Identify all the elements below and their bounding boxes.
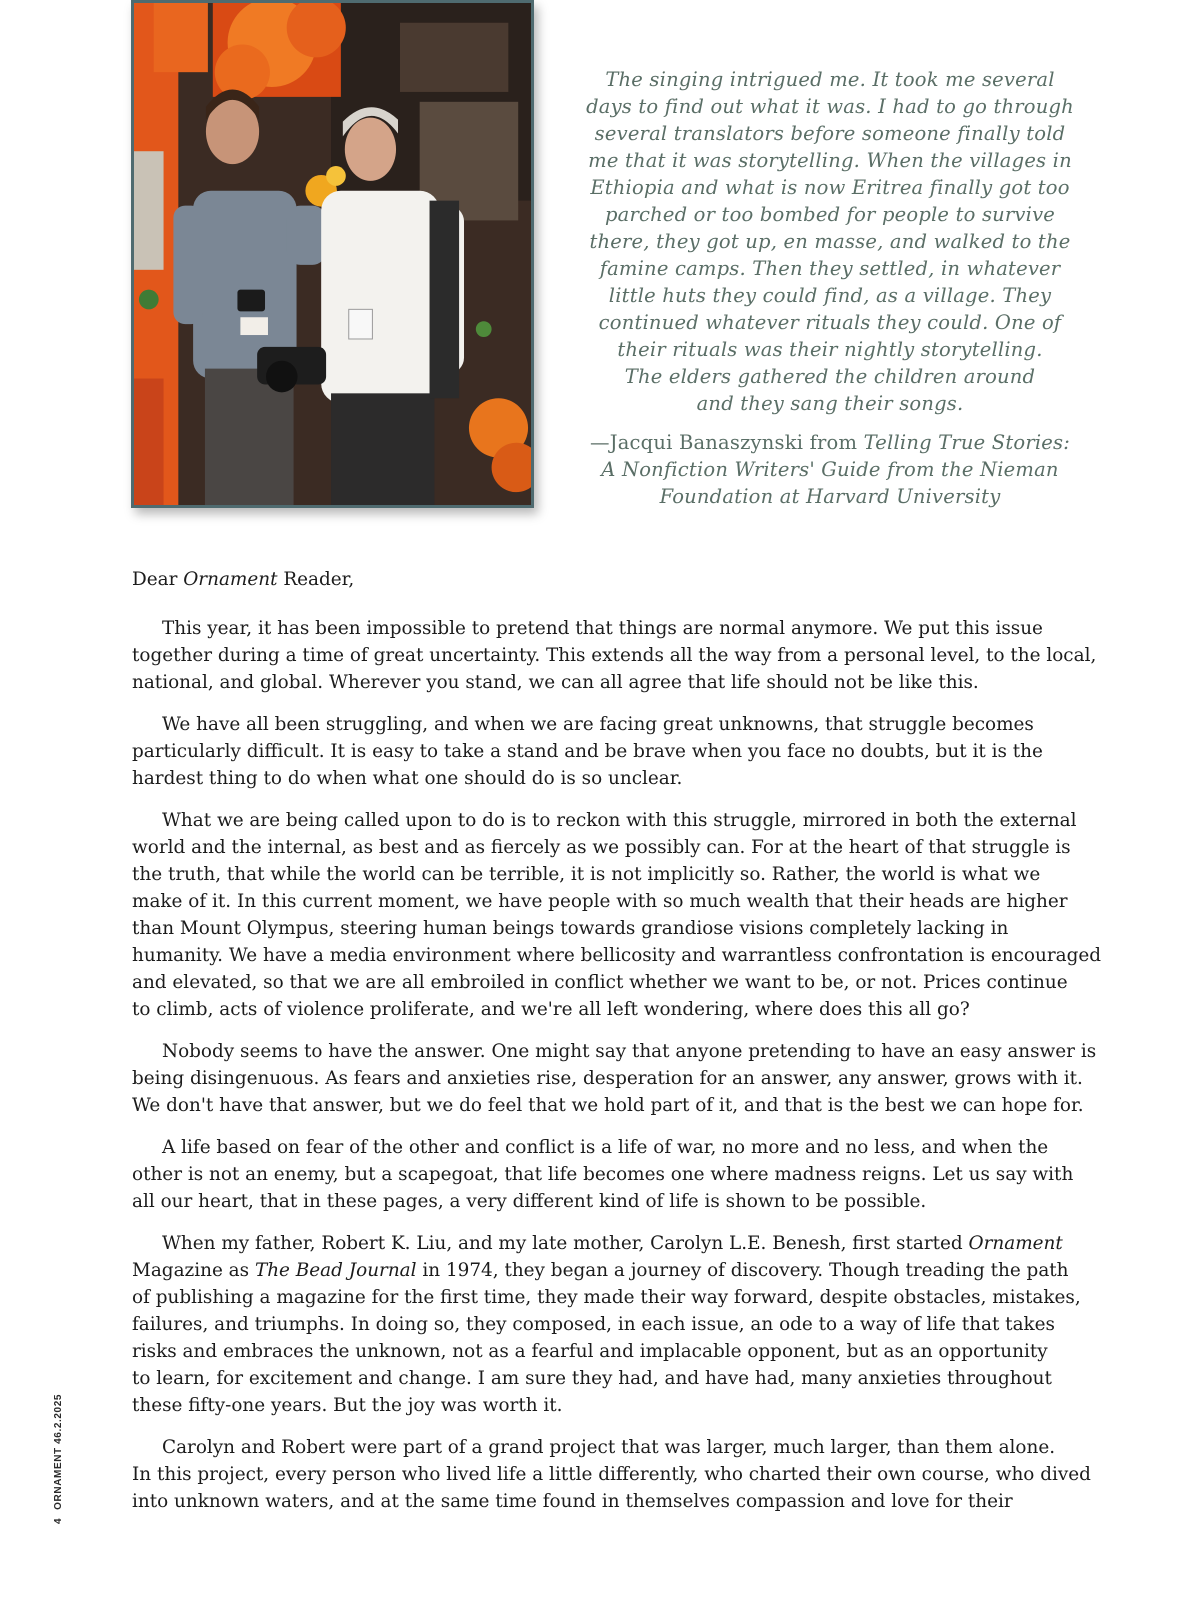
salutation (132, 566, 1078, 593)
paragraph-line: A life based on fear of the other and conflict is a life of war, no more and no less, and when the (162, 1137, 1049, 1158)
paragraph-line: than Mount Olympus, steering human beings towards grandiose visions completely lacking in (132, 918, 1009, 939)
quote-attribution (580, 429, 1080, 510)
quote-line: Ethiopia and what is now Eritrea finally got too (590, 176, 1070, 199)
attribution-book-title: Telling True Stories: (863, 431, 1070, 454)
letter-paragraph (132, 1038, 1097, 1119)
paragraph-line: failures, and triumphs. In doing so, they composed, in each issue, an ode to a way of life that takes (132, 1314, 1055, 1335)
paragraph-line: and elevated, so that we are all embroiled in conflict whether we want to be, or not. Prices continue (132, 972, 1068, 993)
page-number: 4 (53, 1517, 64, 1524)
paragraph-line: particularly difficult. It is easy to take a stand and be brave when you face no doubts, but it is the (132, 741, 1043, 762)
paragraph-line: risks and embraces the unknown, not as a fearful and implacable opponent, but as an opportunity (132, 1341, 1048, 1362)
quote-line: me that it was storytelling. When the villages in (588, 149, 1072, 172)
letter-paragraph (132, 1134, 1078, 1215)
paragraph-text: in 1974, they began a journey of discovery. Though treading the path (416, 1260, 1069, 1281)
paragraph-line: into unknown waters, and at the same time found in themselves compassion and love for their (132, 1491, 1013, 1512)
paragraph-line: We have all been struggling, and when we are facing great unknowns, that struggle becomes (162, 714, 1034, 735)
letter-paragraph (132, 615, 1097, 696)
paragraph-line: hardest thing to do when what one should do is so unclear. (132, 768, 683, 789)
quote-line: continued whatever rituals they could. One of (598, 311, 1062, 334)
paragraph-line: national, and global. Wherever you stand, we can all agree that life should not be like this. (132, 672, 979, 693)
paragraph-line: being disingenuous. As fears and anxieties rise, desperation for an answer, any answer, grows with it. (132, 1068, 1083, 1089)
publication-info: ORNAMENT 46.2.2025 (53, 1393, 64, 1510)
attribution-book-title-line: Foundation at Harvard University (659, 485, 1001, 508)
salutation-text: Reader, (277, 569, 355, 590)
paragraph-line: together during a time of great uncertainty. This extends all the way from a personal level, to the local, (132, 645, 1097, 666)
paragraph-line: the truth, that while the world can be terrible, it is not implicitly so. Rather, the world is what we (132, 864, 1041, 885)
feature-photo (131, 0, 534, 508)
editors-letter (132, 566, 1102, 1530)
quote-line: their rituals was their nightly storytelling. (617, 338, 1043, 361)
quote-text (580, 66, 1080, 417)
quote-line: parched or too bombed for people to survive (604, 203, 1056, 226)
paragraph-line: We don't have that answer, but we do feel that we hold part of it, and that is the best we can hope for. (132, 1095, 1084, 1116)
paragraph-line: humanity. We have a media environment where bellicosity and warrantless confrontation is encouraged (132, 945, 1102, 966)
paragraph-line: other is not an enemy, but a scapegoat, that life becomes one where madness reigns. Let us say with (132, 1164, 1074, 1185)
salutation-text: Dear (132, 569, 184, 590)
paragraph-line: all our heart, that in these pages, a very different kind of life is shown to be possible. (132, 1191, 927, 1212)
paragraph-line: This year, it has been impossible to pretend that things are normal anymore. We put this issue (162, 618, 1043, 639)
quote-line: there, they got up, en masse, and walked to the (589, 230, 1071, 253)
page-folio (53, 1394, 64, 1524)
quote-line: several translators before someone finally told (594, 122, 1066, 145)
paragraph-line: What we are being called upon to do is to reckon with this struggle, mirrored in both the external (162, 810, 1077, 831)
journal-name: The Bead Journal (254, 1260, 417, 1281)
quote-line: The singing intrigued me. It took me several (605, 68, 1055, 91)
paragraph-line: Carolyn and Robert were part of a grand project that was larger, much larger, than them alone. (162, 1437, 1056, 1458)
quote-line: famine camps. Then they settled, in whatever (599, 257, 1061, 280)
quote-line: days to find out what it was. I had to go through (586, 95, 1074, 118)
quote-line: little huts they could find, as a village. They (608, 284, 1052, 307)
letter-paragraph (132, 1230, 1081, 1419)
letter-paragraph (132, 807, 1102, 1023)
pull-quote (580, 66, 1080, 510)
quote-line: and they sang their songs. (696, 392, 964, 415)
paragraph-line: of publishing a magazine for the first time, they made their way forward, despite obstacles, mistakes, (132, 1287, 1081, 1308)
paragraph-line: In this project, every person who lived life a little differently, who charted their own course, who dived (132, 1464, 1091, 1485)
letter-paragraph (132, 1434, 1091, 1515)
paragraph-line: world and the internal, as best and as fiercely as we possibly can. For at the heart of that struggle is (132, 837, 1071, 858)
paragraph-line (132, 1230, 1078, 1257)
paragraph-line: to climb, acts of violence proliferate, and we're all left wondering, where does this all go? (132, 999, 970, 1020)
paragraph-line: these fifty-one years. But the joy was worth it. (132, 1395, 563, 1416)
paragraph-line: make of it. In this current moment, we have people with so much wealth that their heads are higher (132, 891, 1068, 912)
paragraph-line: Nobody seems to have the answer. One might say that anyone pretending to have an easy answer is (162, 1041, 1097, 1062)
photo-illustration (134, 3, 531, 505)
quote-line: The elders gathered the children around (624, 365, 1036, 388)
attribution-book-title-line: A Nonfiction Writers' Guide from the Nieman (601, 458, 1059, 481)
paragraph-text: When my father, Robert K. Liu, and my late mother, Carolyn L.E. Benesh, first started (162, 1233, 969, 1254)
paragraph-line (132, 1257, 1078, 1284)
letter-paragraph (132, 711, 1078, 792)
salutation-magazine-name: Ornament (183, 569, 278, 590)
magazine-name: Ornament (968, 1233, 1063, 1254)
paragraph-line: to learn, for excitement and change. I am sure they had, and have had, many anxieties throughout (132, 1368, 1052, 1389)
paragraph-text: Magazine as (132, 1260, 255, 1281)
attribution-author: —Jacqui Banaszynski from (590, 431, 864, 454)
